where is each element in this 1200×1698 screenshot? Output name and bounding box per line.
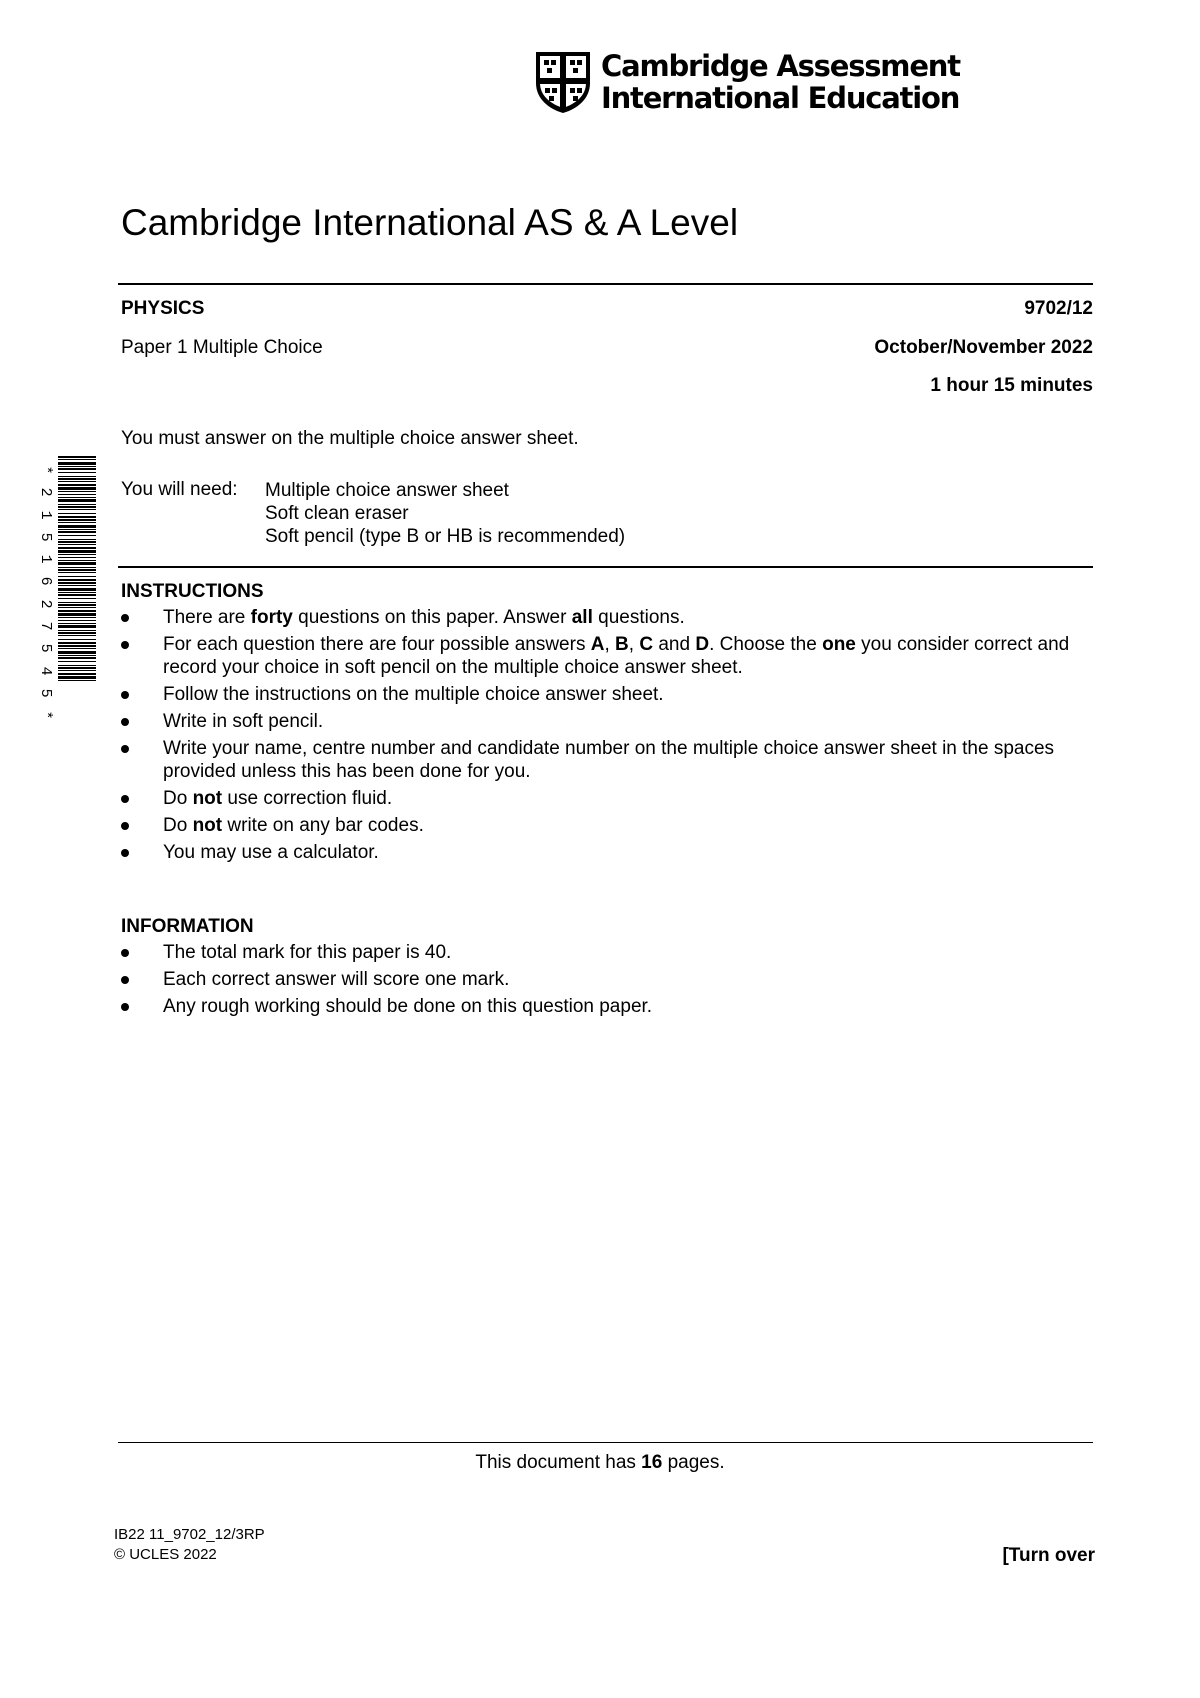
emphasis-text: not <box>192 815 223 836</box>
page-count-note <box>0 1452 1200 1474</box>
candidate-barcode-digits <box>37 459 53 727</box>
candidate-barcode <box>58 456 96 682</box>
need-item: Soft pencil (type B or HB is recommended) <box>265 526 626 547</box>
emphasis-text: A <box>590 634 605 655</box>
barcode-digit: 2 <box>37 599 55 609</box>
brand-logo <box>533 48 960 116</box>
emphasis-text: B <box>615 634 629 655</box>
bullet-icon <box>121 949 129 957</box>
page-count-suffix: pages. <box>662 1452 725 1473</box>
barcode-digit: 4 <box>37 666 55 676</box>
instructions-divider <box>118 566 1093 568</box>
qualification-title: Cambridge International AS & A Level <box>121 202 739 243</box>
brand-name-line2: International Education <box>601 80 960 115</box>
barcode-digit: 5 <box>37 688 55 698</box>
instructions-item <box>121 787 1101 810</box>
item-text: Do <box>163 815 193 836</box>
emphasis-text: not <box>192 788 223 809</box>
instructions-item <box>121 737 1101 783</box>
paper-name: Paper 1 Multiple Choice <box>121 337 323 358</box>
subject: PHYSICS <box>121 298 205 319</box>
barcode-digit: 6 <box>37 577 55 587</box>
instructions-item <box>121 683 1101 706</box>
item-text: Write in soft pencil. <box>163 711 324 732</box>
item-text: and <box>653 634 696 655</box>
barcode-digit: 1 <box>37 554 55 564</box>
item-text: questions on this paper. Answer <box>292 607 572 628</box>
must-answer-note: You must answer on the multiple choice answer sheet. <box>121 428 579 449</box>
turn-over-label: [Turn over <box>1002 1545 1095 1566</box>
emphasis-text: D <box>695 634 710 655</box>
item-text: Do <box>163 788 193 809</box>
item-text: . Choose the <box>709 634 823 655</box>
page-count: 16 <box>641 1452 663 1473</box>
item-text: write on any bar codes. <box>222 815 424 836</box>
bullet-icon <box>121 691 129 699</box>
bullet-icon <box>121 641 129 649</box>
information-item <box>121 941 1101 964</box>
information-heading: INFORMATION <box>121 916 254 937</box>
document-code-block <box>114 1525 265 1565</box>
item-text: Any rough working should be done on this question paper. <box>163 996 653 1017</box>
exam-duration: 1 hour 15 minutes <box>930 375 1093 396</box>
item-text: The total mark for this paper is 40. <box>163 942 452 963</box>
bullet-icon <box>121 614 129 622</box>
instructions-item <box>121 710 1101 733</box>
barcode-digit: 1 <box>37 510 55 520</box>
item-text: Follow the instructions on the multiple choice answer sheet. <box>163 684 664 705</box>
emphasis-text: forty <box>250 607 293 628</box>
item-text: you consider correct and record your choice in soft pencil on the multiple choice answer sheet. <box>163 634 1070 678</box>
emphasis-text: all <box>571 607 593 628</box>
exam-session: October/November 2022 <box>874 337 1093 358</box>
document-code: IB22 11_9702_12/3RP <box>114 1526 265 1543</box>
need-item: Multiple choice answer sheet <box>265 480 509 501</box>
item-text: use correction fluid. <box>222 788 393 809</box>
instructions-item <box>121 841 1101 864</box>
bullet-icon <box>121 976 129 984</box>
paper-code: 9702/12 <box>1024 298 1093 319</box>
barcode-digit: 5 <box>37 644 55 654</box>
instructions-heading: INSTRUCTIONS <box>121 581 264 602</box>
item-text: For each question there are four possible answers <box>163 634 591 655</box>
instructions-item <box>121 606 1101 629</box>
emphasis-text: one <box>822 634 856 655</box>
page-count-prefix: This document has <box>475 1452 642 1473</box>
item-text: questions. <box>592 607 685 628</box>
information-list <box>121 941 1101 1022</box>
barcode-digit: * <box>37 710 55 720</box>
information-item <box>121 968 1101 991</box>
bullet-icon <box>121 822 129 830</box>
item-text: There are <box>163 607 251 628</box>
crest-icon <box>533 49 593 115</box>
you-will-need-list <box>265 479 625 548</box>
header-divider <box>118 283 1093 285</box>
copyright: © UCLES 2022 <box>114 1546 217 1563</box>
item-text: Write your name, centre number and candidate number on the multiple choice answer sheet in the spaces provided unless this has been done for you. <box>163 738 1055 782</box>
need-item: Soft clean eraser <box>265 503 409 524</box>
instructions-list <box>121 606 1101 868</box>
brand-name-line1: Cambridge Assessment <box>601 48 960 83</box>
item-text: Each correct answer will score one mark. <box>163 969 510 990</box>
barcode-digit: * <box>37 465 55 475</box>
instructions-item <box>121 633 1101 679</box>
barcode-digit: 7 <box>37 621 55 631</box>
footer-divider <box>118 1442 1093 1443</box>
you-will-need-label: You will need: <box>121 479 238 500</box>
information-item <box>121 995 1101 1018</box>
bullet-icon <box>121 745 129 753</box>
bullet-icon <box>121 849 129 857</box>
item-text: You may use a calculator. <box>163 842 379 863</box>
barcode-digit: 5 <box>37 532 55 542</box>
bullet-icon <box>121 718 129 726</box>
bullet-icon <box>121 1003 129 1011</box>
emphasis-text: C <box>639 634 654 655</box>
item-text: , <box>604 634 616 655</box>
bullet-icon <box>121 795 129 803</box>
item-text: , <box>628 634 640 655</box>
instructions-item <box>121 814 1101 837</box>
barcode-digit: 2 <box>37 487 55 497</box>
